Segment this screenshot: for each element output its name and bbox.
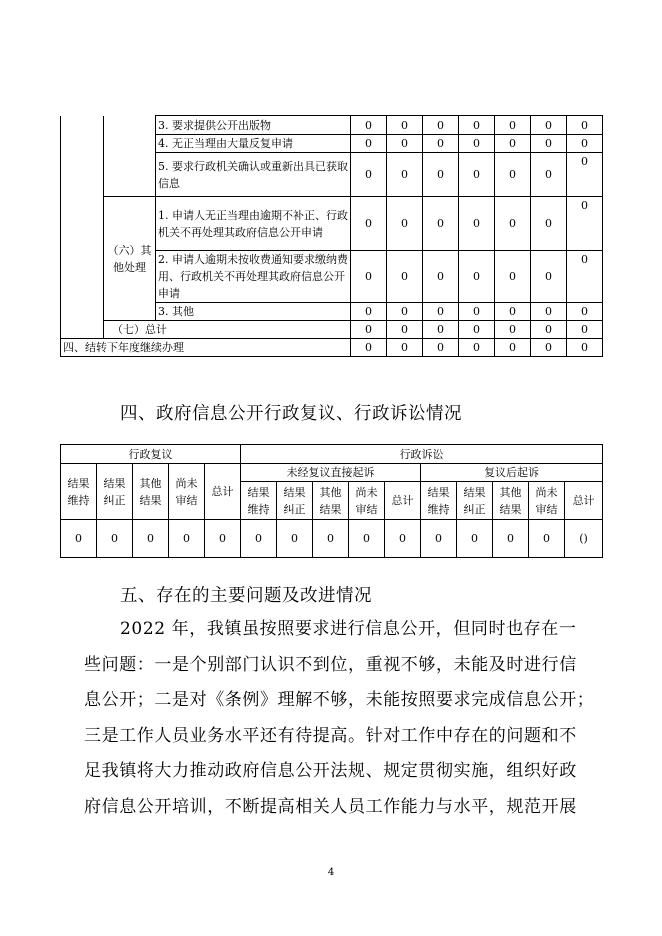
- cell-value: 0: [351, 153, 387, 197]
- cell-value: 0: [387, 153, 423, 197]
- cell-value: 0: [423, 321, 459, 339]
- cell-value: 0: [241, 520, 277, 558]
- cell-value: 0: [567, 321, 603, 339]
- col-header: 尚未审结: [529, 482, 565, 520]
- request-handling-table: [60, 115, 603, 357]
- row-label: （七）总计: [104, 321, 351, 339]
- row-label: 1. 申请人无正当理由逾期不补正、行政机关不再处理其政府信息公开申请: [156, 197, 351, 251]
- paragraph-line: 足我镇将大力推动政府信息公开法规、规定贯彻实施，组织好政: [84, 761, 577, 781]
- cell-value: 0: [351, 251, 387, 303]
- row-label: 4. 无正当理由大量反复申请: [156, 135, 351, 153]
- cell-value: 0: [387, 116, 423, 135]
- col-header: 结果纠正: [97, 464, 133, 520]
- cell-value: 0: [133, 520, 169, 558]
- cell-value: 0: [495, 116, 531, 135]
- section-5-heading: 五、存在的主要问题及改进情况: [120, 586, 372, 606]
- not-reviewed-header: 未经复议直接起诉: [241, 464, 421, 482]
- cell-value: 0: [457, 520, 493, 558]
- cell-value: 0: [423, 303, 459, 321]
- col-header: 尚未审结: [349, 482, 385, 520]
- col-header: 尚未审结: [169, 464, 205, 520]
- cell-value: 0: [351, 303, 387, 321]
- cell-value: 0: [531, 303, 567, 321]
- cell-value: 0: [459, 135, 495, 153]
- cell-value: 0: [459, 339, 495, 357]
- cell-value: 0: [351, 116, 387, 135]
- cell-value: 0: [495, 339, 531, 357]
- cell-value: 0: [351, 197, 387, 251]
- after-review-header: 复议后起诉: [421, 464, 603, 482]
- admin-litigation-header: 行政诉讼: [241, 445, 603, 464]
- cell-value: 0: [423, 116, 459, 135]
- cell-value: 0: [423, 339, 459, 357]
- cell-value: 0: [459, 153, 495, 197]
- cell-value: 0: [567, 135, 603, 153]
- cell-value: 0: [567, 339, 603, 357]
- cell-value: 0: [423, 135, 459, 153]
- cell-value: 0: [351, 339, 387, 357]
- cell-value: 0: [529, 520, 565, 558]
- cell-value: 0: [423, 251, 459, 303]
- col-header: 总计: [385, 482, 421, 520]
- cell-value: 0: [459, 321, 495, 339]
- col-header: 结果维持: [61, 464, 97, 520]
- cell-value: 0: [423, 197, 459, 251]
- col-header: 结果维持: [241, 482, 277, 520]
- cell-value: 0: [205, 520, 241, 558]
- cell-value: 0: [459, 116, 495, 135]
- group-label: （六）其他处理: [104, 197, 156, 321]
- cell-value: 0: [61, 520, 97, 558]
- cell-value: 0: [495, 251, 531, 303]
- col-header: 其他结果: [493, 482, 529, 520]
- col-header: 总计: [205, 464, 241, 520]
- admin-review-header: 行政复议: [61, 445, 241, 464]
- cell-value: 0: [459, 251, 495, 303]
- paragraph-line: 息公开；二是对《条例》理解不够，未能按照要求完成信息公开；: [84, 690, 595, 710]
- cell-value: 0: [531, 153, 567, 197]
- cell-value: 0: [495, 153, 531, 197]
- review-litigation-table: [60, 444, 603, 558]
- cell-value: 0: [97, 520, 133, 558]
- cell-value: 0: [531, 251, 567, 303]
- cell-value: 0: [493, 520, 529, 558]
- cell-value: 0: [387, 339, 423, 357]
- cell-value: 0: [277, 520, 313, 558]
- page-number: 4: [327, 867, 335, 878]
- col-header: 结果纠正: [277, 482, 313, 520]
- row-label: 3. 其他: [156, 303, 351, 321]
- col-header: 总计: [565, 482, 603, 520]
- col-header: 其他结果: [313, 482, 349, 520]
- cell-value: 0: [567, 303, 603, 321]
- col-header: 其他结果: [133, 464, 169, 520]
- paragraph-line: 府信息公开培训，不断提高相关人员工作能力与水平，规范开展: [84, 796, 577, 817]
- cell-value: 0: [531, 116, 567, 135]
- cell-value: 0: [495, 303, 531, 321]
- section-4-heading: 四、政府信息公开行政复议、行政诉讼情况: [120, 404, 462, 424]
- row-label: 5. 要求行政机关确认或重新出具已获取信息: [156, 153, 351, 197]
- cell-value: 0: [567, 116, 603, 135]
- cell-value: 0: [495, 135, 531, 153]
- cell-value: 0: [387, 251, 423, 303]
- body-paragraph: [84, 612, 595, 825]
- cell-value: 0: [531, 197, 567, 251]
- cell-value: 0: [349, 520, 385, 558]
- paragraph-line: 些问题：一是个别部门认识不到位，重视不够，未能及时进行信: [84, 654, 577, 675]
- cell-value: 0: [567, 153, 603, 197]
- paragraph-line: 三是工作人员业务水平还有待提高。针对工作中存在的问题和不: [84, 725, 577, 746]
- cell-value: 0: [387, 197, 423, 251]
- cell-value: 0: [531, 339, 567, 357]
- cell-value: (): [565, 520, 603, 558]
- cell-value: 0: [459, 197, 495, 251]
- cell-value: 0: [387, 303, 423, 321]
- row-label: 四、结转下年度继续办理: [61, 339, 351, 357]
- col-header: 结果维持: [421, 482, 457, 520]
- cell-value: 0: [169, 520, 205, 558]
- cell-value: 0: [387, 321, 423, 339]
- cell-value: 0: [351, 321, 387, 339]
- cell-value: 0: [531, 135, 567, 153]
- cell-value: 0: [495, 321, 531, 339]
- blank-cell: [104, 116, 156, 197]
- blank-cell: [61, 116, 104, 339]
- cell-value: 0: [385, 520, 421, 558]
- cell-value: 0: [459, 303, 495, 321]
- cell-value: 0: [313, 520, 349, 558]
- col-header: 结果纠正: [457, 482, 493, 520]
- paragraph-line: 2022 年，我镇虽按照要求进行信息公开，但同时也存在一: [120, 619, 577, 639]
- cell-value: 0: [495, 197, 531, 251]
- row-label: 2. 申请人逾期未按收费通知要求缴纳费用、行政机关不再处理其政府信息公开申请: [156, 251, 351, 303]
- cell-value: 0: [567, 251, 603, 303]
- row-label: 3. 要求提供公开出版物: [156, 116, 351, 135]
- cell-value: 0: [423, 153, 459, 197]
- cell-value: 0: [567, 197, 603, 251]
- cell-value: 0: [387, 135, 423, 153]
- cell-value: 0: [351, 135, 387, 153]
- cell-value: 0: [421, 520, 457, 558]
- cell-value: 0: [531, 321, 567, 339]
